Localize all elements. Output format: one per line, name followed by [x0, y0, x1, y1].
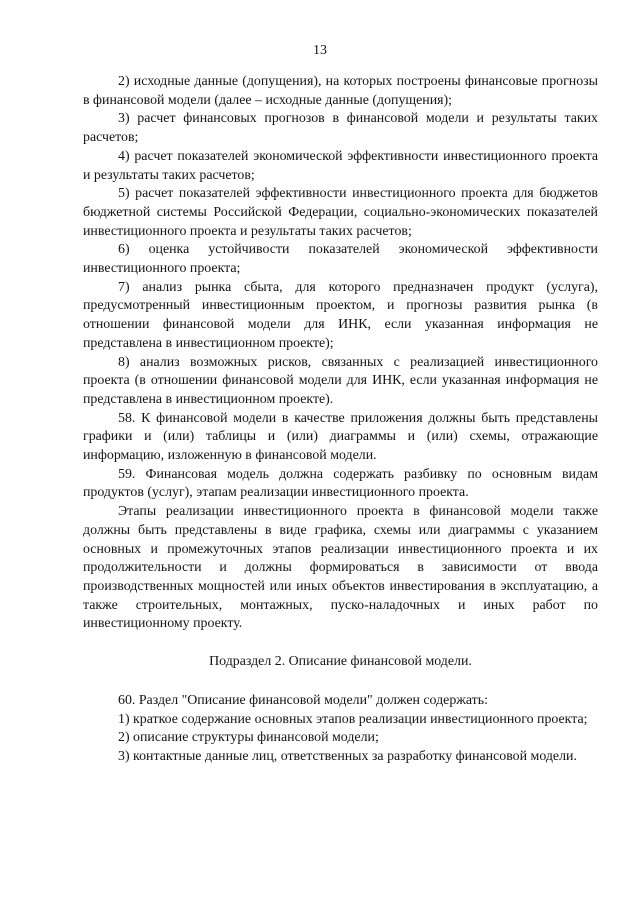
paragraph-item-7: 7) анализ рынка сбыта, для которого предназначен продукт (услуга), предусмотренный инвестиционным проектом, и прогнозы развития рынка (в отношении финансовой модели для ИНК, если указанная информация не представлена в инвестиционном проекте); — [83, 279, 598, 351]
paragraph-item-4: 4) расчет показателей экономической эффективности инвестиционного проекта и результаты таких расчетов; — [83, 148, 598, 183]
paragraph-item-3: 3) расчет финансовых прогнозов в финансовой модели и результаты таких расчетов; — [83, 111, 598, 146]
paragraph-item-2b: 2) описание структуры финансовой модели; — [118, 730, 379, 746]
document-body — [83, 73, 598, 767]
paragraph-item-2: 2) исходные данные (допущения), на которых построены финансовые прогнозы в финансовой модели (далее – исходные данные (допущения); — [83, 74, 598, 108]
page-number: 13 — [313, 43, 327, 58]
paragraph-clause-60: 60. Раздел "Описание финансовой модели" должен содержать: — [118, 692, 488, 708]
paragraph-item-3b: 3) контактные данные лиц, ответственных за разработку финансовой модели. — [118, 748, 577, 764]
subsection-heading: Подраздел 2. Описание финансовой модели. — [209, 654, 472, 670]
paragraph-clause-59: 59. Финансовая модель должна содержать разбивку по основным видам продуктов (услуг), этапам реализации инвестиционного проекта. — [83, 466, 598, 501]
paragraph-clause-58: 58. К финансовой модели в качестве приложения должны быть представлены графики и (или) таблицы и (или) диаграммы и (или) схемы, отражающие информацию, изложенную в финансовой модели. — [83, 410, 598, 464]
paragraph-item-8: 8) анализ возможных рисков, связанных с реализацией инвестиционного проекта (в отношении финансовой модели для ИНК, если указанная информация не представлена в инвестиционном проекте). — [83, 354, 598, 407]
paragraph-item-1: 1) краткое содержание основных этапов реализации инвестиционного проекта; — [118, 711, 588, 727]
paragraph-item-6: 6) оценка устойчивости показателей экономической эффективности инвестиционного проекта; — [83, 242, 598, 277]
paragraph-stages: Этапы реализации инвестиционного проекта в финансовой модели также должны быть представлены в виде графика, схемы или диаграммы с указанием основных и промежуточных этапов реализации инвестиционного проекта и их продолжительности и должны формироваться в зависимости от ввода производственных мощностей или иных объектов инвестирования в эксплуатацию, а также строительных, монтажных, пуско-наладочных и иных работ по инвестиционному проекту. — [83, 504, 598, 632]
paragraph-item-5: 5) расчет показателей эффективности инвестиционного проекта для бюджетов бюджетной системы Российской Федерации, социально-экономических показателей инвестиционного проекта и результаты таких расчетов; — [83, 186, 598, 239]
